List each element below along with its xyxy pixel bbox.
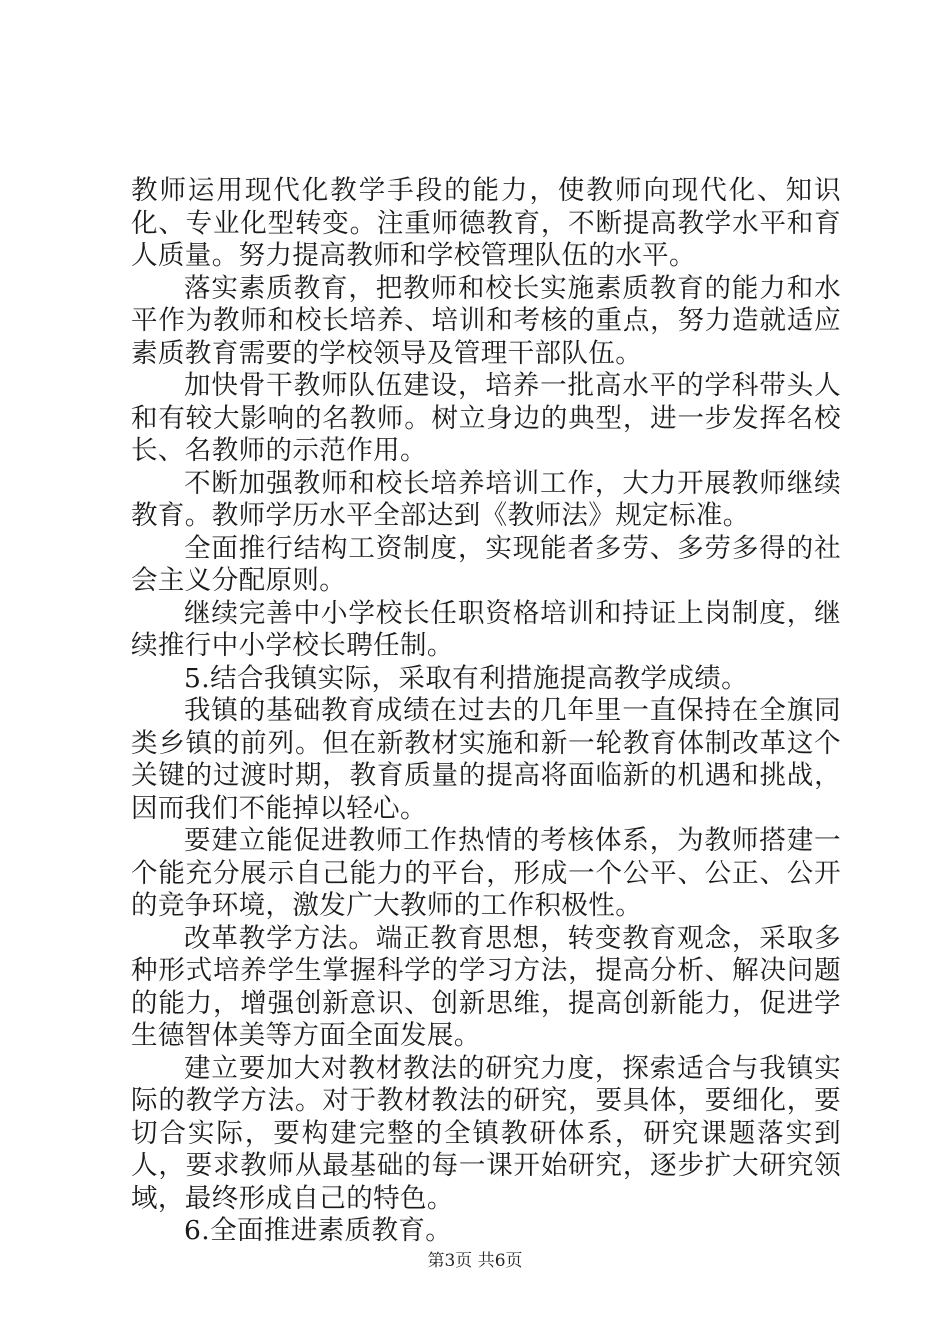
paragraph: 改革教学方法。端正教育思想，转变教育观念，采取多种形式培养学生掌握科学的学习方法，提高分析、解决问题的能力，增强创新意识、创新思维，提高创新能力，促进学生德智体美等方面全面发展。 [131,922,841,1051]
paragraph: 教师运用现代化教学手段的能力，使教师向现代化、知识化、专业化型转变。注重师德教育，不断提高教学水平和育人质量。努力提高教师和学校管理队伍的水平。 [131,175,841,271]
section-heading: 6.全面推进素质教育。 [184,1215,453,1246]
paragraph: 全面推行结构工资制度，实现能者多劳、多劳多得的社会主义分配原则。 [131,532,841,596]
paragraph: 加快骨干教师队伍建设，培养一批高水平的学科带头人和有较大影响的名教师。树立身边的典型，进一步发挥名校长、名教师的示范作用。 [131,370,841,466]
paragraph: 继续完善中小学校长任职资格培训和持证上岗制度，继续推行中小学校长聘任制。 [131,597,841,661]
paragraph: 落实素质教育，把教师和校长实施素质教育的能力和水平作为教师和校长培养、培训和考核的重点，努力造就适应素质教育需要的学校领导及管理干部队伍。 [131,272,841,369]
document-body [131,175,841,1248]
paragraph: 我镇的基础教育成绩在过去的几年里一直保持在全旗同类乡镇的前列。但在新教材实施和新一轮教育体制改革这个关键的过渡时期，教育质量的提高将面临新的机遇和挑战，因而我们不能掉以轻心。 [131,695,841,824]
section-heading: 5.结合我镇实际，采取有利措施提高教学成绩。 [184,662,749,694]
paragraph: 要建立能促进教师工作热情的考核体系，为教师搭建一个能充分展示自己能力的平台，形成一个公平、公正、公开的竞争环境，激发广大教师的工作积极性。 [131,825,841,921]
paragraph: 不断加强教师和校长培养培训工作，大力开展教师继续教育。教师学历水平全部达到《教师法》规定标准。 [131,467,841,531]
paragraph: 建立要加大对教材教法的研究力度，探索适合与我镇实际的教学方法。对于教材教法的研究，要具体，要细化，要切合实际，要构建完整的全镇教研体系，研究课题落实到人，要求教师从最基础的每一课开始研究，逐步扩大研究领域，最终形成自己的特色。 [131,1052,841,1214]
page-footer: 第3页 共6页 [427,1251,523,1271]
